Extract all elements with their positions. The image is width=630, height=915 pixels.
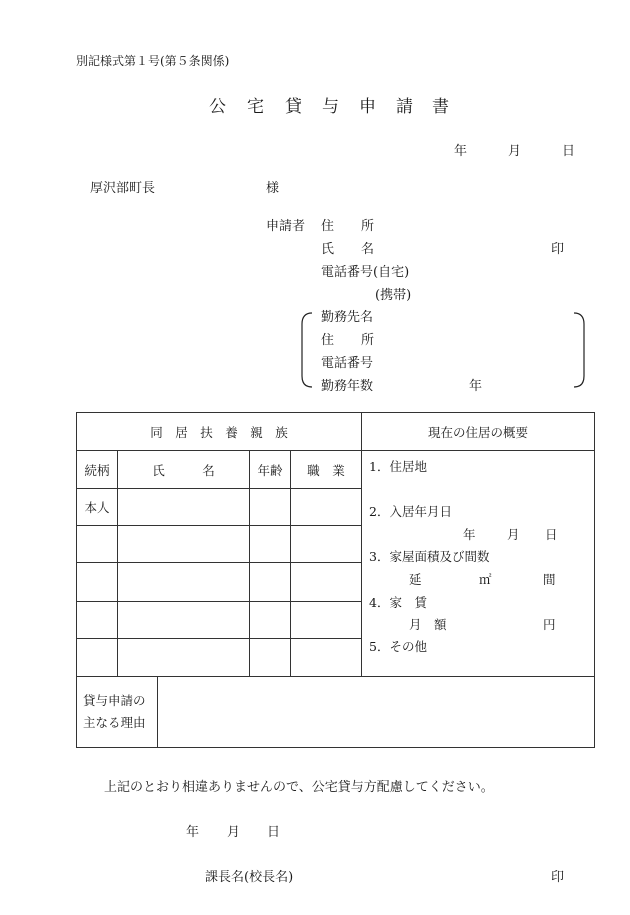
residence-item-3-nobe: 延 — [409, 572, 422, 588]
applicant-phone-home-label: 電話番号(自宅) — [321, 265, 410, 280]
col-occupation-header — [291, 451, 362, 489]
title-char: 申 — [359, 97, 376, 117]
applicant-phone-mobile-label: (携帯) — [375, 288, 412, 303]
footer-day-label: 日 — [267, 825, 281, 840]
footer-year-label: 年 — [186, 825, 200, 840]
chief-seal-mark: 印 — [551, 870, 565, 885]
col-name-label: 氏 名 — [152, 462, 215, 478]
years-of-service-label: 勤務年数 — [321, 379, 374, 394]
name-cell[interactable] — [118, 526, 250, 563]
workplace-address-label-2: 所 — [361, 333, 375, 348]
col-relation-header — [77, 451, 118, 489]
relation-self-label: 本人 — [84, 500, 110, 516]
left-bracket-icon — [300, 312, 314, 388]
col-relation-label: 続柄 — [84, 462, 110, 478]
name-cell[interactable] — [118, 563, 250, 601]
title-char: 貸 — [285, 97, 302, 117]
name-cell[interactable] — [118, 601, 250, 638]
occupation-cell[interactable] — [291, 601, 362, 638]
applicant-label: 申請者 — [266, 219, 306, 234]
relation-cell[interactable] — [77, 601, 118, 638]
col-occupation-label: 職 業 — [307, 462, 345, 478]
occupation-cell[interactable] — [291, 638, 362, 676]
overview-header-cell — [362, 413, 595, 451]
col-age-label: 年齢 — [257, 462, 283, 478]
residence-item-1: 1．住居地 — [369, 459, 427, 475]
age-cell[interactable] — [250, 489, 291, 526]
addressee-name: 厚沢部町長 — [90, 181, 156, 196]
age-cell[interactable] — [250, 638, 291, 676]
relation-cell[interactable] — [77, 563, 118, 601]
residence-item-3-ma: 間 — [543, 572, 556, 588]
col-age-header — [250, 451, 291, 489]
reason-label-line-2: 主なる理由 — [83, 714, 146, 730]
name-cell[interactable] — [118, 638, 250, 676]
relation-cell[interactable] — [77, 638, 118, 676]
residence-item-3: 3．家屋面積及び間数 — [369, 549, 490, 565]
residence-item-2-day: 日 — [545, 527, 558, 543]
title-char: 書 — [432, 97, 449, 117]
age-cell[interactable] — [250, 601, 291, 638]
title-char: 請 — [396, 97, 413, 117]
occupation-cell[interactable] — [291, 489, 362, 526]
chief-name-label: 課長名(校長名) — [205, 870, 294, 885]
applicant-name-label-2: 名 — [361, 242, 375, 257]
footer-month-label: 月 — [227, 825, 241, 840]
page-title — [0, 92, 630, 116]
name-cell[interactable] — [118, 489, 250, 526]
residence-item-2: 2．入居年月日 — [369, 504, 452, 520]
family-header-label: 同 居 扶 養 親 族 — [150, 424, 288, 440]
applicant-name-label-1: 氏 — [321, 242, 335, 257]
reason-label-line-1: 貸与申請の — [83, 692, 146, 708]
reason-label-cell — [77, 676, 158, 747]
col-name-header — [118, 451, 250, 489]
reason-input-cell[interactable] — [158, 676, 595, 747]
relation-cell[interactable] — [77, 526, 118, 563]
overview-header-label: 現在の住居の概要 — [427, 424, 528, 440]
years-unit-label: 年 — [469, 379, 483, 394]
age-cell[interactable] — [250, 563, 291, 601]
statement-text: 上記のとおり相違ありませんので、公宅貸与方配慮してください。 — [104, 780, 494, 795]
residence-item-2-year: 年 — [463, 527, 476, 543]
title-char: 宅 — [247, 97, 264, 117]
title-char: 公 — [209, 97, 226, 117]
residence-item-5: 5．その他 — [369, 639, 427, 655]
applicant-address-label-1: 住 — [321, 219, 335, 234]
applicant-address-label-2: 所 — [361, 219, 375, 234]
form-number: 別記様式第１号(第５条関係) — [76, 54, 230, 68]
residence-overview-cell — [362, 451, 595, 677]
residence-item-4-yen: 円 — [543, 617, 556, 633]
occupation-cell[interactable] — [291, 526, 362, 563]
application-table — [76, 412, 595, 748]
date-day-label: 日 — [562, 144, 576, 159]
workplace-phone-label: 電話番号 — [321, 356, 374, 371]
applicant-seal-mark: 印 — [551, 242, 565, 257]
date-month-label: 月 — [508, 144, 522, 159]
residence-item-3-sqm: ㎡ — [479, 572, 492, 588]
relation-cell[interactable] — [77, 489, 118, 526]
addressee-honorific: 様 — [266, 181, 280, 196]
residence-item-4: 4．家 賃 — [369, 595, 427, 611]
right-bracket-icon — [572, 312, 586, 388]
family-header-cell — [77, 413, 362, 451]
workplace-address-label-1: 住 — [321, 333, 335, 348]
workplace-name-label: 勤務先名 — [321, 310, 374, 325]
date-year-label: 年 — [454, 144, 468, 159]
title-char: 与 — [322, 97, 339, 117]
occupation-cell[interactable] — [291, 563, 362, 601]
age-cell[interactable] — [250, 526, 291, 563]
residence-item-4-monthly: 月 額 — [409, 617, 447, 633]
residence-item-2-month: 月 — [507, 527, 520, 543]
